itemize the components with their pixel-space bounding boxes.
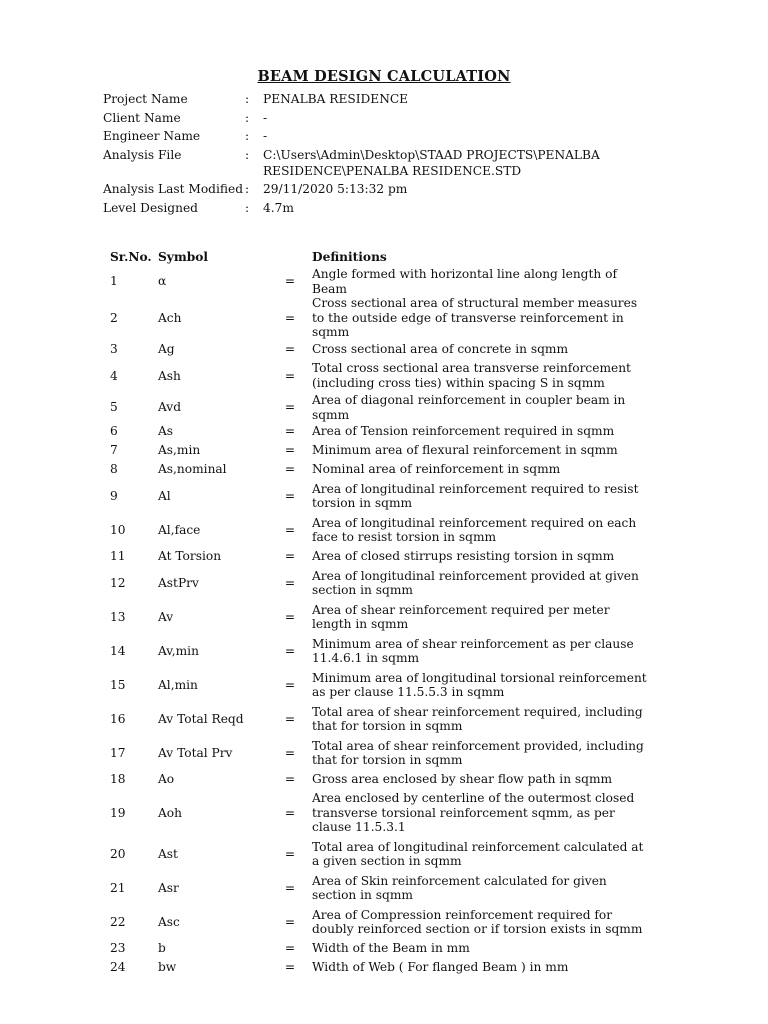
definitions-table — [110, 247, 650, 977]
row-symbol: Av,min — [158, 643, 199, 658]
row-symbol: As,nominal — [158, 462, 227, 477]
engineer-name-row — [103, 129, 663, 145]
row-definition: Area enclosed by centerline of the outermost closed transverse torsional reinforcement sqmm, as per clause 11.5.3.1 — [312, 791, 635, 835]
row-number: 10 — [110, 522, 126, 537]
row-symbol: At Torsion — [158, 549, 222, 564]
row-equals: = — [284, 960, 296, 975]
table-row — [110, 340, 650, 359]
project-name-row — [103, 92, 663, 108]
table-row — [110, 479, 650, 513]
table-row — [110, 837, 650, 871]
row-symbol: α — [158, 274, 167, 289]
table-row — [110, 460, 650, 479]
row-number: 3 — [110, 342, 118, 357]
info-value: - — [263, 129, 268, 144]
info-value: PENALBA RESIDENCE — [263, 92, 409, 106]
info-separator: : — [245, 129, 250, 144]
row-equals: = — [284, 711, 296, 726]
analysis-file-row — [103, 148, 663, 179]
info-separator: : — [245, 200, 250, 215]
row-number: 13 — [110, 609, 126, 624]
row-equals: = — [284, 310, 296, 325]
row-definition: Total cross sectional area transverse reinforcement (including cross ties) within spacing S in sqmm — [312, 361, 631, 390]
table-row — [110, 566, 650, 600]
info-label: Analysis Last Modified — [103, 182, 244, 197]
row-definition: Minimum area of longitudinal torsional reinforcement as per clause 11.5.5.3 in sqmm — [312, 670, 647, 700]
row-definition: Minimum area of shear reinforcement as per clause 11.4.6.1 in sqmm — [312, 636, 634, 666]
row-definition: Nominal area of reinforcement in sqmm — [312, 462, 561, 477]
info-separator: : — [245, 92, 250, 106]
row-symbol: Av Total Reqd — [158, 711, 244, 726]
analysis-modified-row — [103, 182, 663, 198]
info-value: C:\Users\Admin\Desktop\STAAD PROJECTS\PENALBA RESIDENCE\PENALBA RESIDENCE.STD — [263, 148, 600, 178]
row-number: 17 — [110, 745, 126, 760]
row-equals: = — [284, 400, 296, 415]
row-symbol: b — [158, 941, 166, 956]
row-number: 7 — [110, 443, 118, 458]
row-equals: = — [284, 575, 296, 590]
row-definition: Area of Compression reinforcement required for doubly reinforced section or if torsion exists in sqmm — [312, 907, 643, 937]
row-number: 20 — [110, 846, 126, 861]
row-number: 12 — [110, 575, 126, 590]
info-value: - — [263, 110, 268, 125]
row-number: 8 — [110, 462, 118, 477]
row-definition: Cross sectional area of concrete in sqmm — [312, 342, 569, 357]
row-number: 21 — [110, 880, 126, 895]
row-equals: = — [284, 462, 296, 477]
table-row — [110, 359, 650, 393]
row-symbol: Ao — [158, 772, 175, 787]
row-definition: Area of Tension reinforcement required in sqmm — [312, 424, 615, 439]
header-definitions: Definitions — [312, 250, 387, 264]
row-equals: = — [284, 677, 296, 692]
table-row — [110, 441, 650, 460]
table-row — [110, 939, 650, 958]
row-symbol: Al — [158, 488, 171, 503]
row-number: 14 — [110, 643, 126, 658]
row-definition: Area of diagonal reinforcement in coupler beam in sqmm — [312, 392, 626, 422]
table-row — [110, 393, 650, 422]
row-symbol: bw — [158, 960, 177, 975]
row-number: 22 — [110, 914, 126, 929]
row-number: 2 — [110, 310, 118, 325]
table-row — [110, 736, 650, 770]
info-label: Project Name — [103, 92, 188, 106]
row-definition: Area of closed stirrups resisting torsion in sqmm — [312, 549, 615, 564]
table-row — [110, 296, 650, 340]
info-label: Analysis File — [103, 148, 182, 163]
row-symbol: Aoh — [158, 805, 182, 820]
table-row — [110, 267, 650, 296]
row-number: 23 — [110, 941, 126, 956]
row-equals: = — [284, 522, 296, 537]
document-title: BEAM DESIGN CALCULATION — [257, 68, 511, 85]
row-number: 24 — [110, 960, 126, 975]
row-number: 11 — [110, 549, 126, 564]
row-definition: Area of shear reinforcement required per meter length in sqmm — [312, 602, 610, 632]
row-number: 1 — [110, 274, 118, 289]
header-sr-no: Sr.No. — [110, 250, 152, 264]
row-definition: Gross area enclosed by shear flow path in sqmm — [312, 772, 613, 787]
row-symbol: AstPrv — [158, 575, 199, 590]
table-row — [110, 668, 650, 702]
table-row — [110, 789, 650, 837]
row-definition: Area of Skin reinforcement calculated for given section in sqmm — [312, 873, 607, 903]
row-number: 6 — [110, 424, 118, 439]
info-label: Engineer Name — [103, 129, 201, 144]
row-equals: = — [284, 745, 296, 760]
row-equals: = — [284, 941, 296, 956]
table-row — [110, 702, 650, 736]
table-row — [110, 513, 650, 547]
row-definition: Width of the Beam in mm — [312, 941, 470, 956]
row-definition: Minimum area of flexural reinforcement in sqmm — [312, 443, 618, 458]
row-symbol: Al,min — [158, 677, 198, 692]
row-equals: = — [284, 846, 296, 861]
row-definition: Total area of shear reinforcement provided, including that for torsion in sqmm — [312, 738, 644, 768]
row-symbol: As,min — [158, 443, 201, 458]
row-definition: Total area of shear reinforcement required, including that for torsion in sqmm — [312, 704, 643, 734]
table-row — [110, 634, 650, 668]
row-definition: Angle formed with horizontal line along length of Beam — [312, 267, 617, 296]
row-symbol: Ash — [158, 368, 181, 383]
row-symbol: Av — [158, 609, 174, 624]
project-info — [103, 92, 663, 220]
row-equals: = — [284, 643, 296, 658]
row-equals: = — [284, 914, 296, 929]
row-definition: Width of Web ( For flanged Beam ) in mm — [312, 960, 569, 975]
table-row — [110, 958, 650, 977]
row-number: 16 — [110, 711, 126, 726]
table-row — [110, 547, 650, 566]
row-equals: = — [284, 424, 296, 439]
info-label: Client Name — [103, 110, 181, 125]
row-equals: = — [284, 549, 296, 564]
row-symbol: Avd — [158, 400, 181, 415]
row-definition: Area of longitudinal reinforcement required to resist torsion in sqmm — [312, 481, 639, 511]
row-symbol: Asc — [158, 914, 180, 929]
row-equals: = — [284, 609, 296, 624]
table-row — [110, 905, 650, 939]
row-symbol: As — [158, 424, 174, 439]
row-number: 5 — [110, 400, 118, 415]
table-row — [110, 422, 650, 441]
row-equals: = — [284, 342, 296, 357]
info-separator: : — [245, 182, 250, 197]
row-equals: = — [284, 443, 296, 458]
row-definition: Total area of longitudinal reinforcement calculated at a given section in sqmm — [312, 839, 644, 869]
info-value: 4.7m — [263, 200, 294, 215]
definitions-header — [110, 247, 650, 267]
info-value: 29/11/2020 5:13:32 pm — [263, 182, 408, 197]
row-symbol: Ast — [158, 846, 178, 861]
row-definition: Cross sectional area of structural member measures to the outside edge of transverse reinforcement in sqmm — [312, 296, 638, 340]
info-separator: : — [245, 148, 250, 163]
header-symbol: Symbol — [158, 250, 209, 264]
row-symbol: Asr — [158, 880, 179, 895]
row-definition: Area of longitudinal reinforcement provided at given section in sqmm — [312, 568, 639, 598]
row-equals: = — [284, 880, 296, 895]
info-separator: : — [245, 110, 250, 125]
definitions-rows — [110, 267, 650, 977]
row-symbol: Ach — [158, 310, 182, 325]
level-designed-row — [103, 201, 663, 217]
row-equals: = — [284, 368, 296, 383]
table-row — [110, 770, 650, 789]
info-label: Level Designed — [103, 200, 198, 215]
table-row — [110, 871, 650, 905]
row-equals: = — [284, 488, 296, 503]
client-name-row — [103, 111, 663, 127]
row-definition: Area of longitudinal reinforcement required on each face to resist torsion in sqmm — [312, 515, 637, 545]
row-equals: = — [284, 772, 296, 787]
row-equals: = — [284, 805, 296, 820]
row-symbol: Av Total Prv — [158, 745, 233, 760]
row-number: 4 — [110, 368, 118, 383]
row-equals: = — [284, 274, 296, 289]
row-number: 18 — [110, 772, 126, 787]
row-number: 9 — [110, 488, 118, 503]
table-row — [110, 600, 650, 634]
row-number: 19 — [110, 805, 126, 820]
row-number: 15 — [110, 677, 126, 692]
row-symbol: Ag — [158, 342, 175, 357]
row-symbol: Al,face — [158, 522, 201, 537]
